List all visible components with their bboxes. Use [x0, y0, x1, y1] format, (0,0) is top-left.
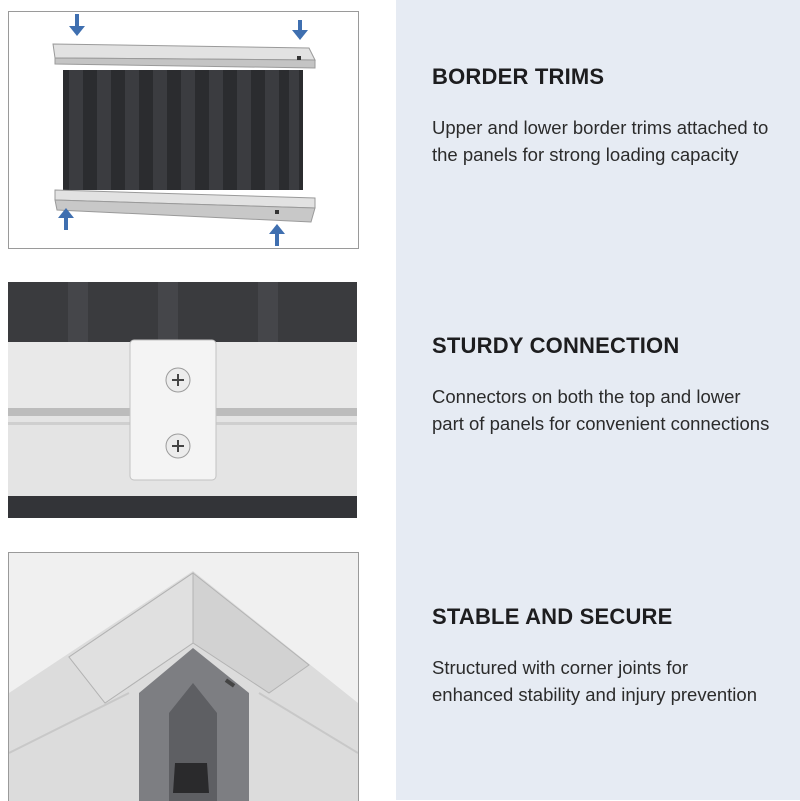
- connector-plate-shape: [130, 340, 216, 480]
- feature-title: STABLE AND SECURE: [432, 604, 673, 629]
- feature-description: Connectors on both the top and lower part of panels for convenient connections: [432, 386, 770, 434]
- feature-description: Structured with corner joints for enhanced stability and injury prevention: [432, 657, 757, 705]
- sturdy-connection-image: [8, 282, 357, 518]
- corrugated-panel-shape: [63, 70, 303, 190]
- border-trims-image: [8, 11, 359, 249]
- feature-sturdy-connection: [432, 333, 772, 437]
- feature-title: STURDY CONNECTION: [432, 333, 680, 358]
- feature-title: BORDER TRIMS: [432, 64, 605, 89]
- feature-description: Upper and lower border trims attached to the panels for strong loading capacity: [432, 117, 769, 165]
- stable-secure-image: [8, 552, 359, 801]
- feature-stable-secure: [432, 604, 772, 708]
- feature-border-trims: [432, 64, 772, 168]
